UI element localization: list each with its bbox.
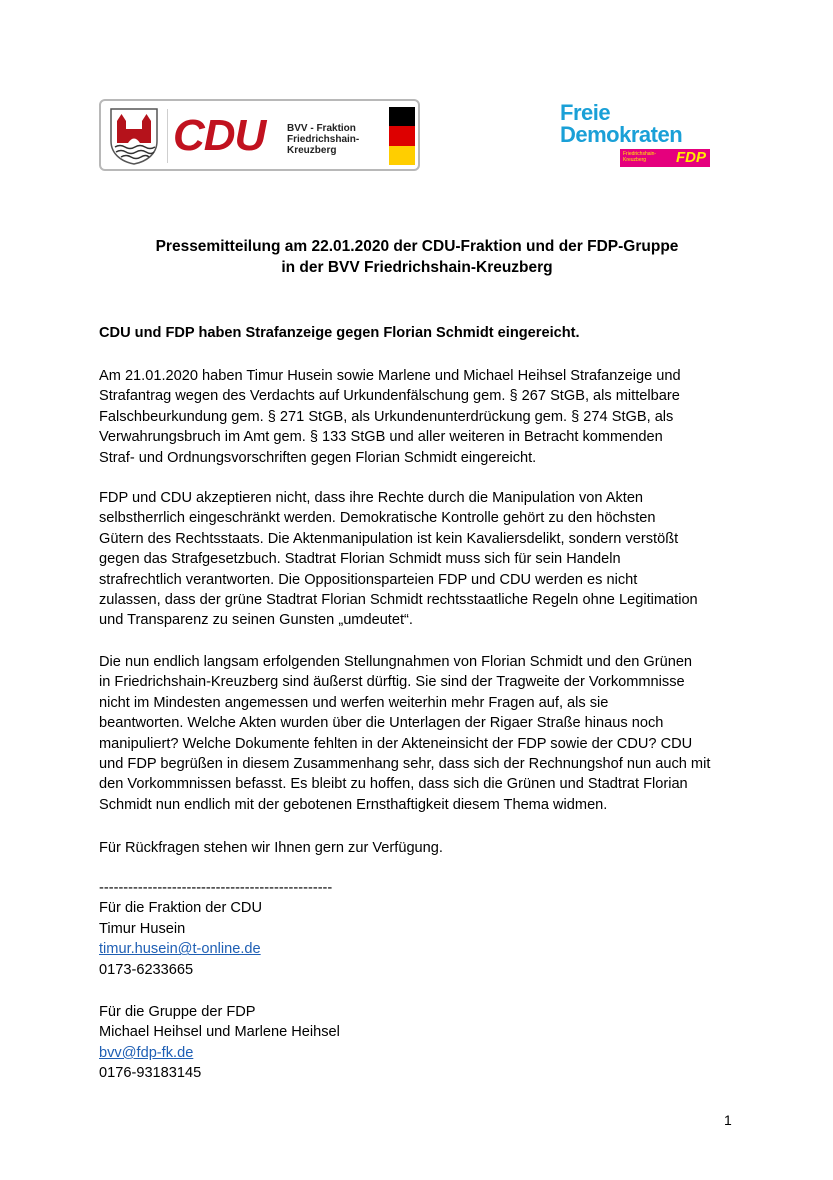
fdp-wordmark-line: Demokraten [560, 122, 683, 147]
cdu-subtitle-line: BVV - Fraktion [287, 123, 356, 134]
contact-block-cdu [99, 878, 739, 980]
fdp-logo [560, 102, 720, 172]
paragraph-2 [99, 488, 739, 631]
cdu-logo [99, 99, 420, 171]
text-line: in Friedrichshain-Kreuzberg sind äußerst dürftig. Sie sind der Tragweite der Vorkommnisse [99, 674, 685, 691]
headline: CDU und FDP haben Strafanzeige gegen Florian Schmidt eingereicht. [99, 325, 580, 341]
text-line: Schmidt nun endlich mit der gebotenen Ernsthaftigkeit diesem Thema widmen. [99, 796, 608, 813]
cdu-subtitle-line: Friedrichshain- [287, 134, 360, 145]
fdp-badge-district-line: Friedrichshain- [623, 151, 657, 157]
text-line: zulassen, dass der grüne Stadtrat Florian Schmidt rechtsstaatliche Regeln ohne Legitimation [99, 592, 698, 609]
text-line: Verwahrungsbruch im Amt gem. § 133 StGB und aller weiteren in Betracht kommenden [99, 429, 663, 446]
closing-line: Für Rückfragen stehen wir Ihnen gern zur Verfügung. [99, 840, 443, 856]
text-line: und Transparenz zu seinen Gunsten „umdeutet“. [99, 612, 413, 629]
title-line: Pressemitteilung am 22.01.2020 der CDU-Fraktion und der FDP-Gruppe [155, 238, 679, 255]
contact-block-fdp [99, 1002, 739, 1084]
fdp-badge-district [623, 151, 656, 163]
text-line: manipuliert? Welche Dokumente fehlten in der Akteneinsicht der FDP sowie der CDU? CDU [99, 735, 693, 752]
fdp-badge-text: FDP [676, 149, 706, 166]
cdu-subtitle-line: Kreuzberg [287, 145, 337, 156]
contact-phone: 0176-93183145 [99, 1065, 202, 1082]
email-link-fdp[interactable]: bvv@fdp-fk.de [99, 1044, 194, 1061]
paragraph-3 [99, 652, 739, 815]
contact-name: Michael Heihsel und Marlene Heihsel [99, 1024, 340, 1041]
text-line: den Vorkommnissen befasst. Es bleibt zu hoffen, dass sich die Grünen und Stadtrat Florian [99, 776, 688, 793]
text-line: Falschbeurkundung gem. § 271 StGB, als Urkundenunterdrückung gem. § 274 StGB, als [99, 408, 674, 425]
text-line: und FDP begrüßen in diesem Zusammenhang sehr, dass sich der Rechnungshof nun auch mit [99, 756, 711, 773]
contact-label: Für die Gruppe der FDP [99, 1004, 256, 1020]
contact-label: Für die Fraktion der CDU [99, 900, 263, 917]
text-line: gegen das Strafgesetzbuch. Stadtrat Florian Schmidt muss sich für sein Handeln [99, 551, 621, 568]
fdp-badge [620, 149, 710, 167]
text-line: Straf- und Ordnungsvorschriften gegen Florian Schmidt eingereicht. [99, 449, 537, 466]
title-line: in der BVV Friedrichshain-Kreuzberg [281, 259, 553, 276]
paragraph-1 [99, 366, 739, 468]
text-line: FDP und CDU akzeptieren nicht, dass ihre Rechte durch die Manipulation von Akten [99, 490, 644, 506]
page-title [99, 236, 735, 278]
berlin-bridge-crest-icon [109, 107, 159, 165]
contact-phone: 0173-6233665 [99, 961, 194, 978]
fdp-badge-district-line: Kreuzberg [623, 157, 647, 163]
email-link-cdu[interactable]: timur.husein@t-online.de [99, 941, 261, 958]
fdp-wordmark-line: Freie [560, 100, 611, 125]
text-line: nicht im Mindesten angemessen und werfen weiterhin mehr Fragen auf, als sie [99, 694, 609, 711]
text-line: Strafantrag wegen des Verdachts auf Urkundenfälschung gem. § 267 StGB, als mittelbare [99, 388, 680, 405]
text-line: Gütern des Rechtsstaats. Die Aktenmanipulation ist kein Kavaliersdelikt, sondern verstößt [99, 530, 679, 547]
text-line: Am 21.01.2020 haben Timur Husein sowie Marlene und Michael Heihsel Strafanzeige und [99, 368, 681, 384]
separator-line: ------------------------------------------------ [99, 880, 333, 896]
text-line: strafrechtlich verantworten. Die Oppositionsparteien FDP und CDU werden es nicht [99, 571, 638, 588]
logo-divider [167, 109, 168, 163]
text-line: Die nun endlich langsam erfolgenden Stellungnahmen von Florian Schmidt und den Grünen [99, 654, 693, 670]
contact-name: Timur Husein [99, 920, 186, 937]
page-number: 1 [724, 1112, 732, 1128]
text-line: selbstherrlich eingeschränkt werden. Demokratische Kontrolle gehört zu den höchsten [99, 510, 656, 527]
cdu-subtitle [287, 123, 359, 156]
cdu-wordmark: CDU [173, 111, 266, 160]
german-flag-icon [389, 107, 415, 165]
text-line: beantworten. Welche Akten wurden über die Unterlagen der Rigaer Straße hinaus noch [99, 715, 664, 732]
